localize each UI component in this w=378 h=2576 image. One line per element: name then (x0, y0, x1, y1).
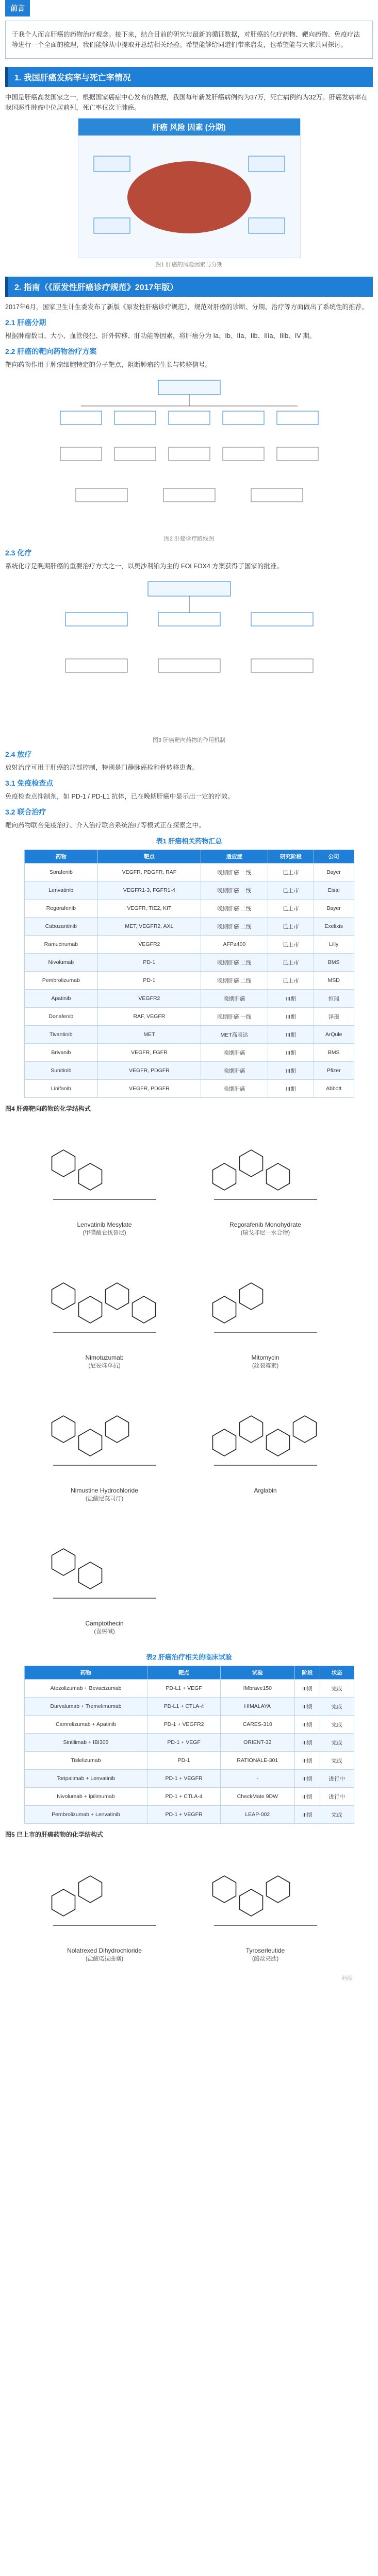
mech-node-3 (251, 613, 313, 626)
table-row (24, 1026, 354, 1044)
table-header-cell: 状态 (320, 1666, 354, 1680)
table-cell: Brivanib (24, 1044, 98, 1062)
table-cell: VEGFR, PDGFR (98, 1080, 201, 1098)
molecule-structure (27, 1117, 182, 1246)
table-cell: III期 (268, 1044, 314, 1062)
table-cell: 晚期肝癌 (201, 1080, 268, 1098)
table-cell: PD-1 (147, 1752, 220, 1770)
molecule-name: Camptothecin (85, 1620, 124, 1627)
molecule-structure (188, 1383, 343, 1512)
table-cell: 完成 (320, 1698, 354, 1716)
table-row (24, 882, 354, 900)
table-1 (24, 850, 354, 1098)
molecule-grid-2 (24, 1841, 354, 1974)
table-cell: 晚期肝癌 二线 (201, 900, 268, 918)
molecule-chinese-name: (盐酸诺拉曲塞) (85, 1956, 124, 1962)
table-header-cell: 适应症 (201, 850, 268, 863)
table-cell: III期 (268, 1062, 314, 1080)
molecule-structure (27, 1843, 182, 1972)
intro-tag: 前言 (5, 0, 30, 16)
table-2 (24, 1666, 354, 1824)
flow-level-4 (76, 488, 303, 502)
figure-2 (5, 375, 373, 543)
table-cell: III期 (294, 1716, 320, 1734)
table-cell: VEGFR, PDGFR (98, 1062, 201, 1080)
table-cell: Bayer (314, 863, 354, 882)
table-cell: PD-1 + CTLA-4 (147, 1788, 220, 1806)
subsection-heading-2-4: 2.4 放疗 (5, 750, 32, 758)
table-cell: Durvalumab + Tremelimumab (24, 1698, 147, 1716)
figure-1-header: 肝癌 风险 因素 (分期) (78, 118, 300, 135)
molecule-group-2-label: 图5 已上市的肝癌药物的化学结构式 (5, 1831, 104, 1838)
table-header-cell: 研究阶段 (268, 850, 314, 863)
table-cell: VEGFR1-3, FGFR1-4 (98, 882, 201, 900)
table-cell: Pembrolizumab + Lenvatinib (24, 1806, 147, 1824)
section-2-body: 2017年6月，国家卫生计生委发布了新版《原发性肝癌诊疗规范》，规范对肝癌的诊断、分期、治疗等方面做出了系统性的推荐。 (5, 303, 368, 311)
table-cell: HIMALAYA (220, 1698, 294, 1716)
molecule-structure (27, 1516, 182, 1645)
molecule-structure-icon (38, 1383, 172, 1486)
table-cell: Cabozantinib (24, 918, 98, 936)
table-cell: 进行中 (320, 1770, 354, 1788)
table-cell: 晚期肝癌 二线 (201, 954, 268, 972)
table-row (24, 918, 354, 936)
table-cell: Lilly (314, 936, 354, 954)
table-cell: Lenvatinib (24, 882, 98, 900)
table-header-cell: 公司 (314, 850, 354, 863)
table-cell: 完成 (320, 1806, 354, 1824)
molecule-name: Mitomycin (251, 1354, 280, 1361)
table-1-title: 表1 肝癌相关药物汇总 (156, 837, 222, 845)
intro-box (5, 21, 373, 59)
subsection-2-3-body: 系统化疗是晚期肝癌的重要治疗方式之一，以奥沙利铂为主的 FOLFOX4 方案获得了国家的批准。 (5, 563, 283, 570)
table-row (24, 1044, 354, 1062)
table-cell: PD-1 + VEGFR (147, 1806, 220, 1824)
mech-node-2 (158, 613, 220, 626)
table-2-title: 表2 肝癌治疗相关的临床试验 (146, 1653, 232, 1661)
table-cell: III期 (268, 1026, 314, 1044)
molecule-chinese-name: (瑞戈非尼一水合物) (240, 1230, 290, 1236)
mech-node-6 (251, 659, 313, 672)
figure-1 (5, 118, 373, 268)
molecule-name: Nimotuzumab (85, 1354, 124, 1361)
table-cell: III期 (268, 1080, 314, 1098)
risk-box-1 (94, 156, 130, 172)
table-row (24, 1062, 354, 1080)
table-cell: IMbrave150 (220, 1680, 294, 1698)
mech-node-1 (65, 613, 127, 626)
risk-box-3 (94, 218, 130, 233)
flow-level-2 (60, 411, 318, 425)
table-cell: Bayer (314, 900, 354, 918)
table-row (24, 1788, 354, 1806)
table-cell: Regorafenib (24, 900, 98, 918)
mech-node-4 (65, 659, 127, 672)
table-cell: VEGFR2 (98, 936, 201, 954)
table-cell: 进行中 (320, 1788, 354, 1806)
section-1-body: 中国是肝癌高发国家之一，根据国家癌症中心发布的数据，我国每年新发肝癌病例约为37万，死亡病例约为32万。肝癌发病率在我国恶性肿瘤中位居前列，死亡率仅次于肺癌。 (5, 94, 368, 111)
table-cell: PD-1 + VEGFR2 (147, 1716, 220, 1734)
table-header-cell: 药物 (24, 1666, 147, 1680)
table-cell: BMS (314, 1044, 354, 1062)
subsection-heading-2-3: 2.3 化疗 (5, 549, 32, 557)
table-cell: III期 (294, 1752, 320, 1770)
molecule-group-1-label: 图4 肝癌靶向药物的化学结构式 (5, 1105, 91, 1112)
table-cell: Donafenib (24, 1008, 98, 1026)
mech-node-5 (158, 659, 220, 672)
table-cell: 晚期肝癌 二线 (201, 972, 268, 990)
table-cell: III期 (294, 1680, 320, 1698)
molecule-name: Nimustine Hydrochloride (71, 1487, 138, 1494)
table-cell: Abbott (314, 1080, 354, 1098)
table-cell: RATIONALE-301 (220, 1752, 294, 1770)
table-cell: PD-1 + VEGF (147, 1734, 220, 1752)
table-cell: Pfizer (314, 1062, 354, 1080)
table-cell: 已上市 (268, 863, 314, 882)
subsection-heading-2-1: 2.1 肝癌分期 (5, 318, 46, 327)
table-cell: Nivolumab + Ipilimumab (24, 1788, 147, 1806)
table-cell: Apatinib (24, 990, 98, 1008)
table-cell: 已上市 (268, 936, 314, 954)
table-cell: MSD (314, 972, 354, 990)
table-cell: VEGFR2 (98, 990, 201, 1008)
flow-node-root (158, 380, 220, 395)
intro-paragraph: 于我个人而言肝癌的药物治疗观念。接下来，结合目前的研究与最新的循证数据，对肝癌的化疗药物、靶向药物、免疫疗法等进行一个全面的梳理，我们能够从中提取并总结相关经验。希望能够给同道们带来启发，也希望能与大家共同探讨。 (12, 31, 360, 48)
table-cell: 晚期肝癌 一线 (201, 882, 268, 900)
table-cell: III期 (294, 1788, 320, 1806)
table-row (24, 863, 354, 882)
table-cell: Tivantinib (24, 1026, 98, 1044)
table-cell: 晚期肝癌 一线 (201, 1008, 268, 1026)
table-cell: PD-L1 + CTLA-4 (147, 1698, 220, 1716)
table-row (24, 1716, 354, 1734)
table-cell: 晚期肝癌 (201, 1062, 268, 1080)
molecule-chinese-name: (丝裂霉素) (252, 1363, 279, 1369)
table-cell: PD-1 (98, 972, 201, 990)
table-cell: CARES-310 (220, 1716, 294, 1734)
table-cell: 完成 (320, 1752, 354, 1770)
subsection-3-2-body: 靶向药物联合免疫治疗、介入治疗联合系统治疗等模式正在探索之中。 (5, 822, 205, 829)
molecule-name: Regorafenib Monohydrate (229, 1221, 301, 1228)
table-row (24, 954, 354, 972)
table-cell: MET, VEGFR2, AXL (98, 918, 201, 936)
table-row (24, 972, 354, 990)
table-row (24, 936, 354, 954)
table-cell: Exelixis (314, 918, 354, 936)
risk-box-4 (249, 218, 285, 233)
molecule-structure-icon (199, 1250, 333, 1353)
table-cell: 晚期肝癌 二线 (201, 918, 268, 936)
section-heading-2: 2. 指南（《原发性肝癌诊疗规范》2017年版） (5, 277, 373, 297)
subsection-heading-3-2: 3.2 联合治疗 (5, 808, 46, 816)
table-cell: Linifanib (24, 1080, 98, 1098)
molecule-name: Arglabin (254, 1487, 277, 1494)
molecule-structure-icon (199, 1383, 333, 1486)
molecule-name: Nolatrexed Dihydrochloride (67, 1947, 142, 1954)
figure-1-caption: 图1 肝癌的风险因素与分期 (155, 262, 223, 268)
subsection-2-1-body: 根据肿瘤数目、大小、血管侵犯、肝外转移、肝功能等因素，将肝癌分为 Ia、Ib、IIa、IIb、IIIa、IIIb、IV 期。 (5, 332, 316, 340)
table-cell: Sintilimab + IBI305 (24, 1734, 147, 1752)
table-cell: III期 (268, 990, 314, 1008)
table-cell: VEGFR, PDGFR, RAF (98, 863, 201, 882)
molecule-structure-icon (199, 1843, 333, 1946)
molecule-structure-icon (38, 1117, 172, 1220)
watermark: 药渡 (342, 1976, 352, 1981)
liver-shape-icon (127, 161, 251, 233)
table-cell: RAF, VEGFR (98, 1008, 201, 1026)
table-row (24, 1806, 354, 1824)
table-cell: Sorafenib (24, 863, 98, 882)
table-cell: BMS (314, 954, 354, 972)
table-cell: Sunitinib (24, 1062, 98, 1080)
table-cell: III期 (294, 1770, 320, 1788)
table-cell: 已上市 (268, 972, 314, 990)
subsection-heading-2-2: 2.2 肝癌的靶向药物治疗方案 (5, 347, 97, 355)
table-cell: 完成 (320, 1734, 354, 1752)
mechanism-diagram (45, 577, 334, 731)
flow-level-3 (60, 447, 318, 461)
molecule-structure (27, 1383, 182, 1512)
table-header-cell: 试验 (220, 1666, 294, 1680)
liver-illustration (78, 135, 300, 254)
table-cell: Tislelizumab (24, 1752, 147, 1770)
section-heading-1: 1. 我国肝癌发病率与死亡率情况 (5, 67, 373, 87)
molecule-structure-icon (199, 1117, 333, 1220)
molecule-structure-icon (38, 1843, 172, 1946)
table-cell: PD-1 (98, 954, 201, 972)
molecule-chinese-name: (甲磺酸仑伐替尼) (83, 1230, 126, 1236)
table-cell: Atezolizumab + Bevacizumab (24, 1680, 147, 1698)
table-cell: PD-L1 + VEGF (147, 1680, 220, 1698)
table-cell: 完成 (320, 1680, 354, 1698)
table-header-cell: 阶段 (294, 1666, 320, 1680)
table-cell: MET高表达 (201, 1026, 268, 1044)
table-cell: ArQule (314, 1026, 354, 1044)
table-row (24, 900, 354, 918)
table-row (24, 1698, 354, 1716)
table-header-cell: 靶点 (98, 850, 201, 863)
molecule-structure (27, 1250, 182, 1379)
table-cell: 晚期肝癌 (201, 1044, 268, 1062)
table-row (24, 1734, 354, 1752)
risk-factor-illustration (78, 118, 301, 258)
molecule-structure (188, 1117, 343, 1246)
table-cell: 已上市 (268, 954, 314, 972)
table-cell: LEAP-002 (220, 1806, 294, 1824)
table-cell: AFP≥400 (201, 936, 268, 954)
table-row (24, 1770, 354, 1788)
table-cell: 泽璟 (314, 1008, 354, 1026)
table-cell: Nivolumab (24, 954, 98, 972)
table-cell: 完成 (320, 1716, 354, 1734)
table-cell: CheckMate 9DW (220, 1788, 294, 1806)
table-cell: 恒瑞 (314, 990, 354, 1008)
table-cell: 已上市 (268, 918, 314, 936)
subsection-2-2-body: 靶向药物作用于肿瘤细胞特定的分子靶点，阻断肿瘤的生长与转移信号。 (5, 361, 212, 368)
molecule-name: Lenvatinib Mesylate (77, 1221, 132, 1228)
treatment-flowchart (45, 375, 334, 530)
subsection-3-1-body: 免疫检查点抑制剂，如 PD-1 / PD-L1 抗体，已在晚期肝癌中显示出一定的疗效。 (5, 793, 234, 800)
molecule-chinese-name: (喜树碱) (94, 1629, 115, 1635)
molecule-name: Tyroserleutide (245, 1947, 285, 1954)
molecule-structure (188, 1250, 343, 1379)
figure-3-caption: 图3 肝癌靶向药物的作用机制 (152, 737, 226, 743)
table-cell: 已上市 (268, 882, 314, 900)
table-cell: III期 (294, 1734, 320, 1752)
molecule-structure (188, 1843, 343, 1972)
table-cell: Camrelizumab + Apatinib (24, 1716, 147, 1734)
table-cell: III期 (294, 1806, 320, 1824)
table-cell: - (220, 1770, 294, 1788)
molecule-structure-icon (38, 1250, 172, 1353)
table-cell: Pembrolizumab (24, 972, 98, 990)
table-row (24, 1008, 354, 1026)
molecule-grid-1 (24, 1115, 354, 1647)
table-header-cell: 靶点 (147, 1666, 220, 1680)
molecule-chinese-name: (尼妥珠单抗) (88, 1363, 121, 1369)
risk-box-2 (249, 156, 285, 172)
subsection-2-4-body: 放射治疗可用于肝癌的局部控制，特别是门静脉癌栓和骨转移患者。 (5, 764, 199, 771)
table-cell: Ramucirumab (24, 936, 98, 954)
table-row (24, 1080, 354, 1098)
table-cell: 晚期肝癌 一线 (201, 863, 268, 882)
table-header-cell: 药物 (24, 850, 98, 863)
table-cell: MET (98, 1026, 201, 1044)
table-row (24, 1680, 354, 1698)
table-cell: III期 (294, 1698, 320, 1716)
subsection-heading-3-1: 3.1 免疫检查点 (5, 779, 54, 787)
molecule-chinese-name: (酪丝亮肽) (252, 1956, 279, 1962)
table-row (24, 1752, 354, 1770)
molecule-chinese-name: (盐酸尼莫司汀) (85, 1496, 124, 1502)
table-cell: 晚期肝癌 (201, 990, 268, 1008)
figure-2-caption: 图2 肝癌诊疗路线图 (163, 536, 215, 542)
table-cell: 已上市 (268, 900, 314, 918)
figure-3 (5, 577, 373, 744)
table-cell: VEGFR, TIE2, KIT (98, 900, 201, 918)
table-row (24, 990, 354, 1008)
molecule-structure-icon (38, 1516, 172, 1619)
table-cell: ORIENT-32 (220, 1734, 294, 1752)
table-cell: Eisai (314, 882, 354, 900)
table-cell: III期 (268, 1008, 314, 1026)
table-cell: Toripalimab + Lenvatinib (24, 1770, 147, 1788)
mech-root (148, 582, 231, 596)
table-cell: VEGFR, FGFR (98, 1044, 201, 1062)
table-cell: PD-1 + VEGFR (147, 1770, 220, 1788)
